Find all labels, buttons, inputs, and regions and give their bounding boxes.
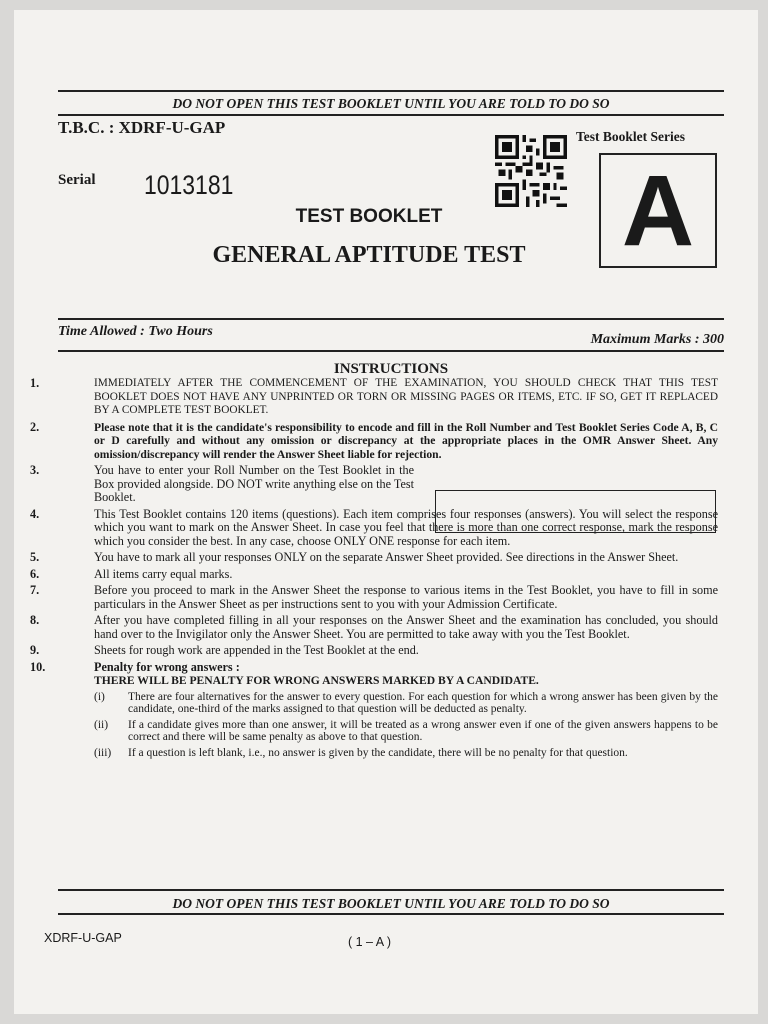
instructions-title: INSTRUCTIONS [333,361,449,377]
test-booklet-page [14,10,758,1014]
serial-label: Serial [58,172,96,188]
roll-number-box[interactable] [435,490,716,533]
penalty-subitem: (iii) If a question is left blank, i.e., no answer is given by the candidate, there will be no penalty for that question. [94,746,628,759]
maximum-marks: Maximum Marks : 300 [590,332,724,347]
instruction-item: 7. Before you proceed to mark in the Answer Sheet the response to various items in the Test Booklet, you have to fill in some particulars in the Answer Sheet as per instructions sent to you with your Admission Certificate. [30,583,718,611]
time-allowed: Time Allowed : Two Hours [58,324,213,339]
instruction-item: 3. You have to enter your Roll Number on the Test Booklet in the Box provided alongside. DO NOT write anything else on the Test Booklet. [30,463,414,504]
penalty-heading: Penalty for wrong answers : [94,659,240,674]
penalty-section: 10. Penalty for wrong answers : THERE WILL BE PENALTY FOR WRONG ANSWERS MARKED BY A CANDIDATE. (i) There are four alternatives for the answer to every question. For each question for which a wrong answer has been given by the candidate, one-third of the marks assigned to that question will be deducted as penalty. (ii) If a candidate gives more than one answer, it will be treated as a wrong answer even if one of the given answers happens to be correct and there will be same penalty as above to that question. (iii) If a question is left blank, i.e., no answer is given by the candidate, there will be no penalty for that question. [30,659,718,759]
serial-number: 1013181 [144,170,234,200]
instruction-item: 1. IMMEDIATELY AFTER THE COMMENCEMENT OF THE EXAMINATION, YOU SHOULD CHECK THAT THIS TEST BOOKLET DOES NOT HAVE ANY UNPRINTED OR TORN OR MISSING PAGES OR ITEMS, ETC. IF SO, GET IT REPLACED BY A COMPLETE TEST BOOKLET. [30,376,718,416]
time-rule-lower [58,350,724,352]
qr-code-icon [495,135,567,207]
penalty-subitem: (ii) If a candidate gives more than one answer, it will be treated as a wrong answer even if one of the given answers happens to be correct and there will be same penalty as above to that question. [94,718,718,743]
exam-title: GENERAL APTITUDE TEST [212,242,526,268]
series-code-box [599,153,717,268]
instruction-item: 8. After you have completed filling in all your responses on the Answer Sheet and the examination has concluded, you should hand over to the Invigilator only the Answer Sheet. You are permitted to take away with you the Test Booklet. [30,613,718,641]
instruction-item: 5. You have to mark all your responses ONLY on the separate Answer Sheet provided. See directions in the Answer Sheet. [30,550,679,564]
top-rule-lower [58,114,724,116]
page-number: ( 1 – A ) [348,935,392,949]
series-code-letter: A [621,154,695,267]
test-booklet-series-label: Test Booklet Series [576,129,685,144]
booklet-label: TEST BOOKLET [295,206,443,227]
tbc-code: T.B.C. : XDRF-U-GAP [58,118,226,137]
instructions-list [26,377,718,762]
instruction-item: 2. Please note that it is the candidate's responsibility to encode and fill in the Roll Number and Test Booklet Series Code A, B, C or D carefully and without any omission or discrepancy at the appropriate places in the OMR Answer Sheet. Any omission/discrepancy will render the Answer Sheet liable for rejection. [30,419,718,461]
penalty-subitem: (i) There are four alternatives for the answer to every question. For each question for which a wrong answer has been given by the candidate, one-third of the marks assigned to that question will be deducted as penalty. [94,690,718,715]
bottom-rule-lower [58,913,724,915]
time-rule-upper [58,318,724,320]
bottom-rule-upper [58,889,724,891]
instruction-item: 6. All items carry equal marks. [30,566,233,581]
bottom-warning-banner: DO NOT OPEN THIS TEST BOOKLET UNTIL YOU ARE TOLD TO DO SO [172,896,610,911]
instruction-item: 4. This Test Booklet contains 120 items (questions). Each item comprises four responses (answers). You will select the response which you want to mark on the Answer Sheet. In case you feel that there is more than one correct response, mark the response which you consider the best. In any case, choose ONLY ONE response for each item. [30,506,718,548]
penalty-subheading: THERE WILL BE PENALTY FOR WRONG ANSWERS MARKED BY A CANDIDATE. [94,674,539,687]
top-warning-banner: DO NOT OPEN THIS TEST BOOKLET UNTIL YOU ARE TOLD TO DO SO [172,96,610,111]
instruction-item: 9. Sheets for rough work are appended in the Test Booklet at the end. [30,643,419,657]
footer-booklet-code: XDRF-U-GAP [44,931,122,945]
top-rule [58,90,724,92]
